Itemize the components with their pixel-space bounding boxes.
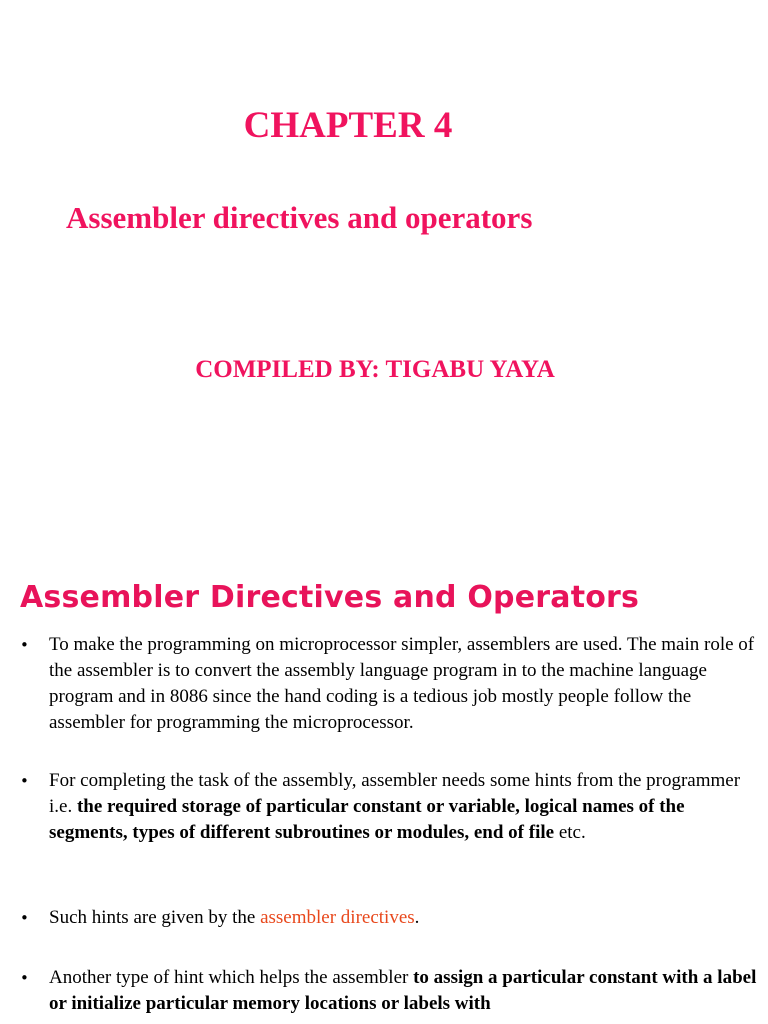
bullet-dot-icon: • — [20, 969, 29, 987]
bullet-item-4 — [20, 965, 760, 1017]
bullet-dot-icon: • — [20, 772, 29, 790]
bullet-text-part: Another type of hint which helps the assembler — [49, 967, 414, 988]
content-slide — [0, 560, 768, 1024]
bullet-dot-icon: • — [20, 636, 29, 654]
bullet-text: To make the programming on microprocessor simpler, assemblers are used. The main role of the assembler is to convert the assembly language program in to the machine language program and in 8086 since the hand coding is a tedious job mostly people follow the assembler for programming the microprocessor. — [49, 634, 755, 733]
bullet-text-part: . — [414, 907, 420, 928]
bullet-text-bold: to assign a particular constant with a label or initialize particular memory locations or labels with — [49, 967, 757, 1014]
bullet-text — [49, 768, 760, 846]
chapter-subtitle: Assembler directives and operators — [66, 200, 533, 235]
chapter-title: CHAPTER 4 — [243, 105, 453, 146]
bullet-dot-icon: • — [20, 909, 29, 927]
bullet-text-part: etc. — [554, 822, 586, 843]
bullet-text-part: Such hints are given by the — [49, 907, 261, 928]
bullet-text-bold: the required storage of particular constant or variable, logical names of the segments, types of different subroutines or modules, end of file — [49, 796, 685, 843]
bullet-text-part: For completing the task of the assembly, assembler needs some hints from the programmer i.e. — [49, 770, 741, 817]
bullet-item-3 — [20, 905, 760, 931]
bullet-item-1 — [20, 632, 760, 736]
bullet-text-highlight: assembler directives — [260, 907, 415, 928]
bullet-item-2 — [20, 768, 760, 846]
slide-heading: Assembler Directives and Operators — [20, 580, 640, 615]
bullet-text — [49, 965, 760, 1017]
author-line: COMPILED BY: TIGABU YAYA — [195, 356, 555, 383]
bullet-text — [49, 905, 760, 931]
